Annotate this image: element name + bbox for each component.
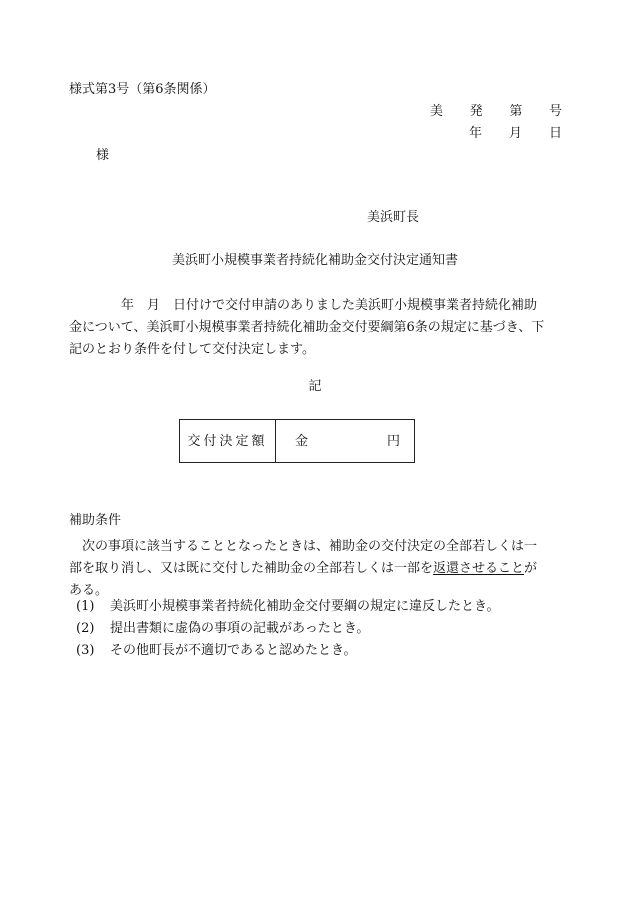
doc-number-dai: 第: [509, 104, 523, 119]
conditions-title: 補助条件: [69, 513, 122, 528]
condition-text: 提出書類に虚偽の事項の記載があったとき。: [110, 621, 370, 636]
date-day: 日: [548, 126, 562, 141]
date-year: 年: [469, 126, 483, 141]
condition-item: [76, 596, 499, 618]
amount-table: [179, 419, 415, 463]
condition-number: (1): [76, 599, 95, 614]
recipient: 様: [96, 148, 110, 163]
condition-number: (3): [76, 643, 95, 658]
conditions-list: [76, 596, 499, 662]
doc-number-prefix: 美: [430, 104, 444, 119]
conditions-intro-line-3: ある。: [69, 583, 109, 598]
body-line-2: 金について、美浜町小規模事業者持続化補助金交付要綱第6条の規定に基づき、下: [69, 320, 545, 335]
amount-suffix: 円: [386, 434, 400, 449]
conditions-intro: [69, 536, 537, 602]
ki-heading: 記: [308, 379, 322, 394]
conditions-intro-line-1: 次の事項に該当することとなったときは、補助金の交付決定の全部若しくは一: [82, 539, 538, 554]
body-line-1: 年 月 日付けで交付申請のありました美浜町小規模事業者持続化補助: [121, 298, 538, 313]
document-date: [469, 127, 562, 140]
document-number: [430, 105, 562, 118]
condition-item: [76, 618, 499, 640]
form-number: 様式第3号（第6条関係）: [69, 82, 216, 97]
amount-value-cell: [276, 420, 414, 462]
underlined-phrase: 返還させること: [433, 561, 525, 576]
body-paragraph: [69, 295, 569, 361]
amount-label: 交付決定額: [180, 420, 276, 462]
conditions-intro-line-2: [69, 558, 537, 580]
document-title: 美浜町小規模事業者持続化補助金交付決定通知書: [171, 253, 458, 268]
condition-number: (2): [76, 621, 95, 636]
doc-number-type: 発: [469, 104, 483, 119]
condition-item: [76, 640, 499, 662]
doc-number-go: 号: [548, 104, 562, 119]
conditions-intro-line-2b: が: [524, 561, 538, 576]
date-month: 月: [508, 126, 522, 141]
issuer: 美浜町長: [367, 210, 420, 225]
amount-prefix: 金: [295, 434, 309, 449]
condition-text: 美浜町小規模事業者持続化補助金交付要綱の規定に違反したとき。: [110, 599, 500, 614]
body-line-3: 記のとおり条件を付して交付決定します。: [69, 342, 315, 357]
condition-text: その他町長が不適切であると認めたとき。: [110, 643, 357, 658]
conditions-intro-line-2a: 部を取り消し、又は既に交付した補助金の全部若しくは一部を: [69, 561, 434, 576]
